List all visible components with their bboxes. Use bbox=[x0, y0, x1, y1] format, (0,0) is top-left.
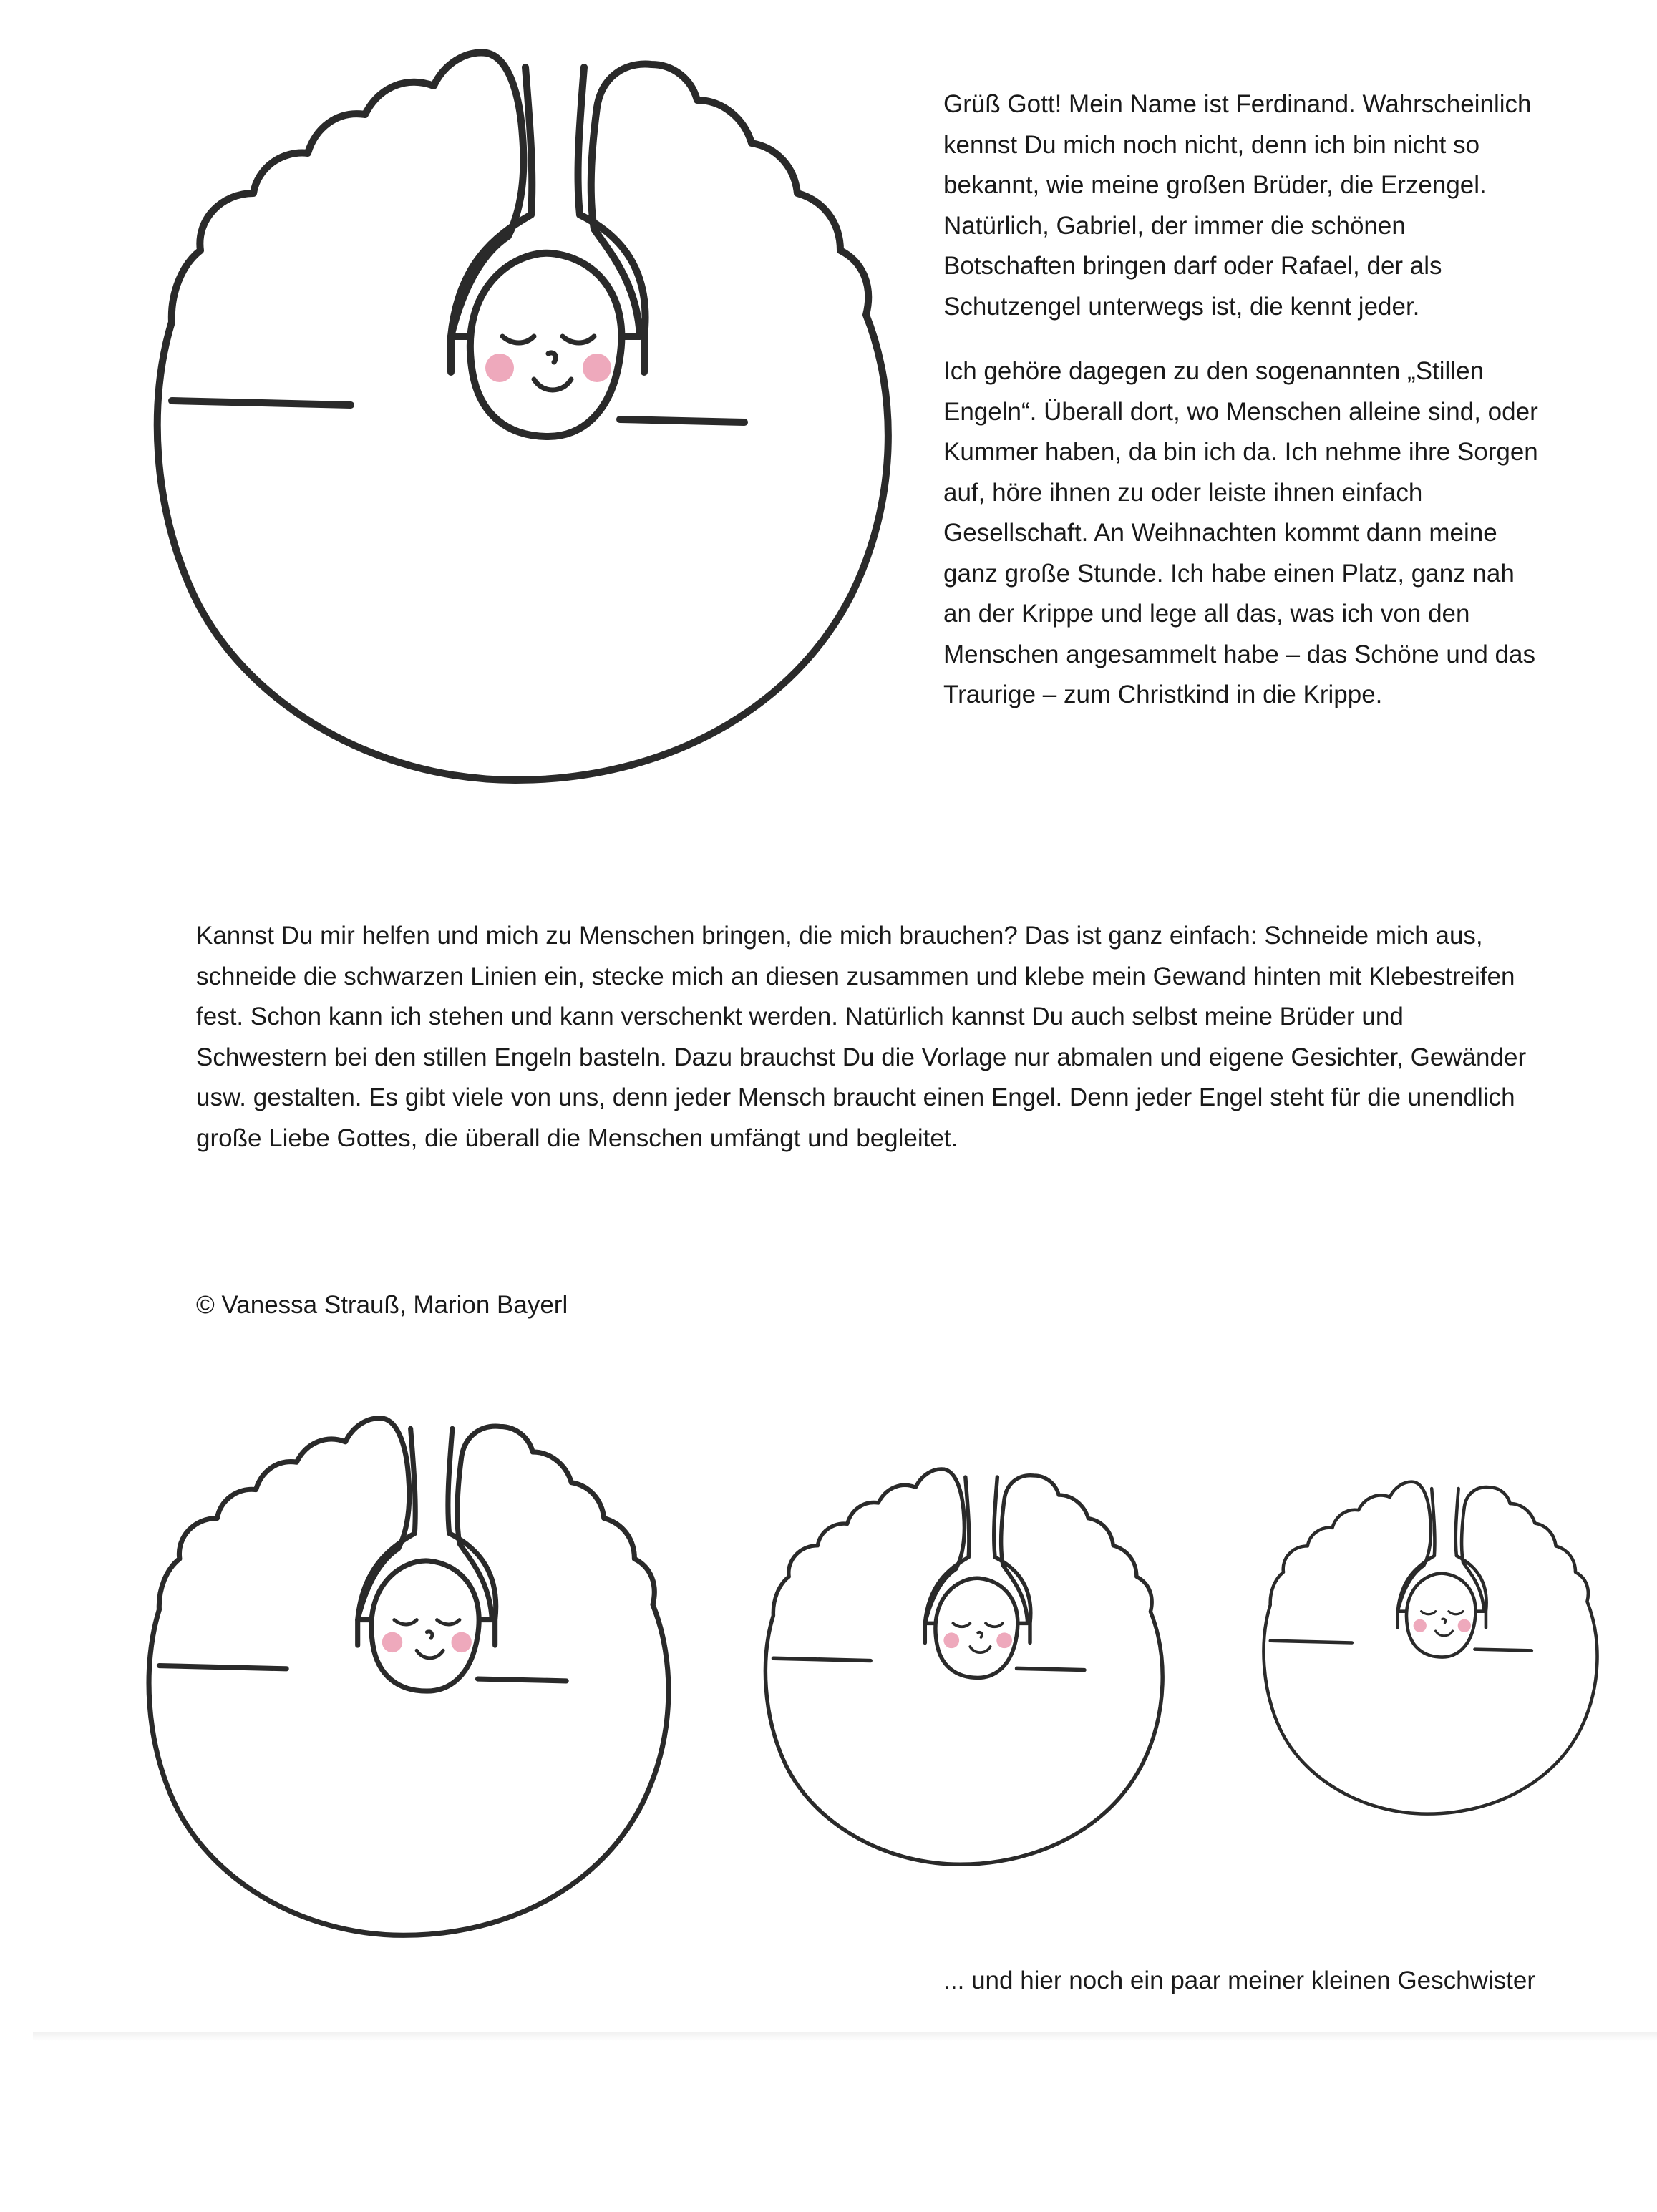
intro-text bbox=[943, 84, 1545, 740]
angel-cutout-icon bbox=[765, 1469, 1162, 1864]
angel-cutout-icon bbox=[157, 52, 888, 780]
instructions-paragraph: Kannst Du mir helfen und mich zu Menschen bringen, die mich brauchen? Das ist ganz einfach: Schneide mich aus, schneide die schwarzen Linien ein, stecke mich an diesen zusammen und klebe mein Gewand hinten mit Klebestreifen fest. Schon kann ich stehen und kann verschenkt werden. Natürlich kannst Du auch selbst meine Brüder und Schwestern bei den stillen Engeln basteln. Dazu brauchst Du die Vorlage nur abmalen und eigene Gesichter, Gewänder usw. gestalten. Es gibt viele von uns, denn jeder Mensch braucht einen Engel. Denn jeder Engel steht für die unendlich große Liebe Gottes, die überall die Menschen umfängt und begleitet. bbox=[196, 922, 1527, 1152]
angel-template-medium bbox=[154, 1406, 684, 1966]
intro-paragraph-1: Grüß Gott! Mein Name ist Ferdinand. Wahrscheinlich kennst Du mich noch nicht, denn ich bin nicht so bekannt, wie meine großen Brüder, die Erzengel. Natürlich, Gabriel, der immer die schönen Botschaften bringen darf oder Rafael, der als Schutzengel unterwegs ist, die kennt jeder. bbox=[943, 90, 1532, 321]
angel-template-small bbox=[769, 1460, 1174, 1888]
page-bottom-edge bbox=[33, 2032, 1657, 2041]
intro-paragraph-2: Ich gehöre dagegen zu den sogenannten „Stillen Engeln“. Überall dort, wo Menschen alleine sind, oder Kummer haben, da bin ich da. Ich nehme ihre Sorgen auf, höre ihnen zu oder leiste ihnen einfach Gesellschaft. An Weihnachten kommt dann meine ganz große Stunde. Ich habe einen Platz, ganz nah an der Krippe und lege all das, was ich von den Menschen angesammelt habe – das Schöne und das Traurige – zum Christkind in die Krippe. bbox=[943, 357, 1538, 708]
angel-cutout-icon bbox=[149, 1418, 669, 1936]
angel-cutout-icon bbox=[1264, 1482, 1598, 1814]
angel-template-smallest bbox=[1267, 1474, 1607, 1833]
siblings-caption: ... und hier noch ein paar meiner kleinen Geschwister bbox=[943, 1967, 1535, 1994]
copyright-line: © Vanessa Strauß, Marion Bayerl bbox=[196, 1291, 568, 1319]
angel-template-large bbox=[165, 36, 909, 823]
